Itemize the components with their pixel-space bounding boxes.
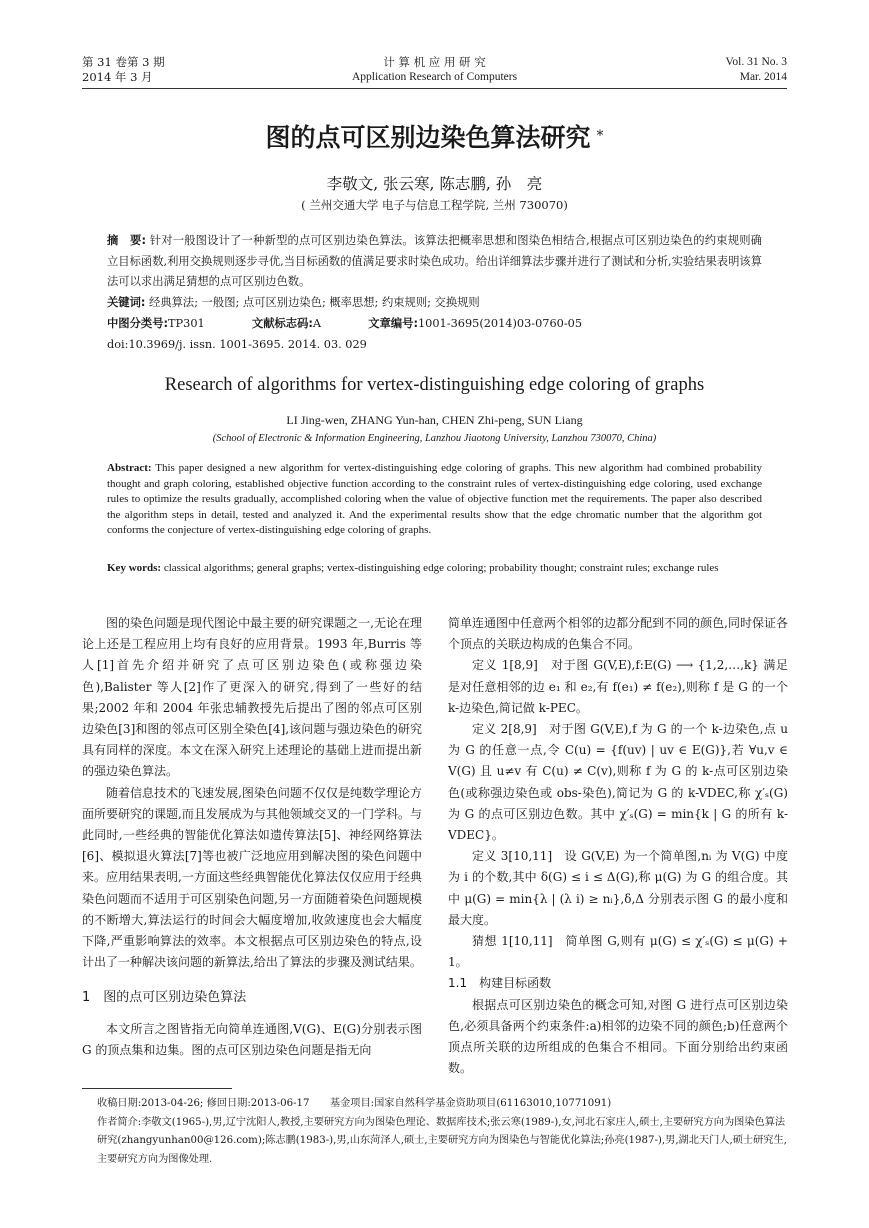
footnote-rule [82, 1088, 232, 1089]
conjecture-1: 猜想 1[10,11] 简单图 G,则有 μ(G) ≤ χ′ₛ(G) ≤ μ(G) + 1。 [448, 934, 788, 970]
authors-cn: 李敬文, 张云寒, 陈志鹏, 孙 亮 [326, 175, 543, 193]
subsection-heading-1-1: 1.1 构建目标函数 [448, 976, 552, 991]
definition-3: 定义 3[10,11] 设 G(V,E) 为一个简单图,nᵢ 为 V(G) 中度为 i 的个数,其中 δ(G) ≤ i ≤ Δ(G),称 μ(G) 为 G 的组合度。其中 μ(G) = min{λ | (λ i) ≥ nᵢ},δ,Δ 分别表示图 G 的最小度和最大度。 [448, 849, 788, 927]
definition-2: 定义 2[8,9] 对于图 G(V,E),f 为 G 的一个 k-边染色,点 u 为 G 的任意一点,令 C(u) = {f(uv) | uv ∈ E(G)},若 ∀u,v ∈ V(G) 且 u≠v 有 C(u) ≠ C(v),则称 f 为 G 的 k-点可区别边染色(或称强边染色或 obs-染色),简记为 G 的 k-VDEC,称 χ′ₛ(G) 为 G 的点可区别边色数。其中 χ′ₛ(G) = min{k | G 的所有 k-VDEC}。 [448, 722, 788, 843]
authors-en: LI Jing-wen, ZHANG Yun-han, CHEN Zhi-peng, SUN Liang [286, 413, 583, 427]
footnote-dates: 收稿日期:2013-04-26; 修回日期:2013-06-17 基金项目:国家自然科学基金资助项目(61163010,10771091) [97, 1098, 612, 1109]
title-footnote-mark: * [596, 127, 604, 144]
abstract-cn [107, 231, 762, 293]
section-heading-1: 1 图的点可区别边染色算法 [82, 990, 247, 1006]
classification-line [107, 314, 762, 335]
intro-paragraph-2: 随着信息技术的飞速发展,图染色问题不仅仅是纯数学理论方面所要研究的课题,而且发展成为与其他领域交叉的一门学科。与此同时,一些经典的智能优化算法如遗传算法[5]、神经网络算法[6]、模拟退火算法[7]等也被广泛地应用到解决图的染色问题中来。应用结果表明,一方面这些经典智能优化算法仅仅应用于经典染色问题而不适用于可区别染色问题,另一方面随着染色问题规模的不断增大,算法运行的时间会大幅度增加,收敛速度也会大幅度下降,严重影响算法的效率。本文根据点可区别边染色的特点,设计出了一种解决该问题的新算法,给出了算法的步骤及测试结果。 [82, 785, 422, 970]
body-column-right [448, 613, 788, 1079]
issue-volume-en: Vol. 31 No. 3 [725, 56, 787, 68]
section1-paragraph-1: 本文所言之图皆指无向简单连通图,V(G)、E(G)分别表示图 G 的顶点集和边集。图的点可区别边染色问题是指无向 [82, 1021, 422, 1057]
intro-paragraph-1: 图的染色问题是现代图论中最主要的研究课题之一,无论在理论上还是工程应用上均有良好的应用背景。1993 年,Burris 等人[1]首先介绍并研究了点可区别边染色(或称强边染色),Balister 等人[2]作了更深入的研究,得到了一些好的结果;2002 年和 2004 年张忠辅教授先后提出了图的邻点可区别边染色[3]和图的邻点可区别全染色[4],该问题与强边染色的研究具有同样的深度。本文在深入研究上述理论的基础上进而提出新的强边染色算法。 [82, 616, 422, 779]
journal-name-en: Application Research of Computers [351, 71, 518, 83]
abstract-cn-label: 摘 要: [107, 234, 146, 247]
keywords-cn-label: 关键词: [107, 296, 146, 309]
doc-code-value: A [312, 317, 322, 330]
article-no-value: 1001-3695(2014)03-0760-05 [418, 317, 583, 330]
body-column-left [82, 613, 422, 1061]
doi-line: doi:10.3969/j. issn. 1001-3695. 2014. 03. 029 [107, 338, 367, 351]
affiliation-en: (School of Electronic & Information Engineering, Lanzhou Jiaotong University, Lanzhou 730070, China) [212, 433, 657, 444]
issue-date: 2014 年 3 月 [82, 70, 153, 84]
paper-title-cn [0, 118, 869, 154]
clc-label: 中图分类号: [107, 317, 169, 330]
footnote [82, 1095, 787, 1169]
article-no-label: 文章编号: [368, 317, 418, 330]
issue-volume: 第 31 卷第 3 期 [82, 55, 165, 69]
keywords-en-label: Key words: [107, 562, 162, 574]
abstract-en [107, 461, 762, 539]
title-cn-text: 图的点可区别边染色算法研究 [265, 123, 591, 152]
keywords-en-text: classical algorithms; general graphs; vertex-distinguishing edge coloring; probability thought; constraint rules; exchange rules [163, 562, 719, 574]
keywords-cn-text: 经典算法; 一般图; 点可区别边染色; 概率思想; 约束规则; 交换规则 [149, 296, 480, 309]
continued-paragraph: 简单连通图中任意两个相邻的边都分配到不同的颜色,同时保证各个顶点的关联边构成的色集合不同。 [448, 616, 788, 652]
keywords-cn [107, 293, 762, 314]
abstract-en-text: This paper designed a new algorithm for vertex-distinguishing edge coloring of graphs. This new algorithm had combined probability thought and graph coloring, established objective function according to the constraint rules of vertex-distinguishing edge coloring, used exchange rules to optimize the results gradually, accomplished coloring when the value of objective function met the requirements. The paper also described the algorithm steps in detail, tested and analyzed it. And the experimental results show that the edge chromatic number that the algorithm got conforms the conjecture of vertex-distinguishing edge coloring of graphs. [107, 462, 762, 537]
keywords-en [107, 561, 762, 577]
journal-issue-en [726, 55, 787, 85]
subsection-paragraph-1: 根据点可区别边染色的概念可知,对图 G 进行点可区别边染色,必须具备两个约束条件:a)相邻的边染不同的颜色;b)任意两个顶点所关联的边所组成的色集合不相同。下面分别给出约束函数。 [448, 997, 788, 1076]
definition-1: 定义 1[8,9] 对于图 G(V,E),f:E(G) ⟶ {1,2,…,k} 满足是对任意相邻的边 e₁ 和 e₂,有 f(e₁) ≠ f(e₂),则称 f 是 G 的一个 k-边染色,简记做 k-PEC。 [448, 658, 788, 715]
issue-date-en: Mar. 2014 [739, 71, 787, 83]
affiliation-cn: ( 兰州交通大学 电子与信息工程学院, 兰州 730070) [301, 198, 568, 212]
footnote-authors: 作者简介:李敬文(1965-),男,辽宁沈阳人,教授,主要研究方向为图染色理论、数据库技术;张云寒(1989-),女,河北石家庄人,硕士,主要研究方向为图染色算法研究(zhangyunhan00@126.com);陈志鹏(1983-),男,山东菏泽人,硕士,主要研究方向为图染色与智能优化算法;孙亮(1987-),男,湖北天门人,硕士研究生,主要研究方向为图像处理. [97, 1116, 787, 1165]
journal-name-cn: 计 算 机 应 用 研 究 [383, 55, 486, 69]
paper-title-en: Research of algorithms for vertex-distinguishing edge coloring of graphs [164, 375, 705, 395]
header-rule [82, 88, 787, 89]
clc-value: TP301 [168, 317, 205, 330]
abstract-cn-text: 针对一般图设计了一种新型的点可区别边染色算法。该算法把概率思想和图染色相结合,根据点可区别边染色的约束规则确立目标函数,利用交换规则逐步寻优,当目标函数的值满足要求时染色成功。给出详细算法步骤并进行了测试和分析,实验结果表明该算法可以求出满足猜想的点可区别边色数。 [107, 234, 762, 288]
abstract-en-label: Abstract: [107, 462, 152, 474]
doc-code-label: 文献标志码: [251, 317, 313, 330]
